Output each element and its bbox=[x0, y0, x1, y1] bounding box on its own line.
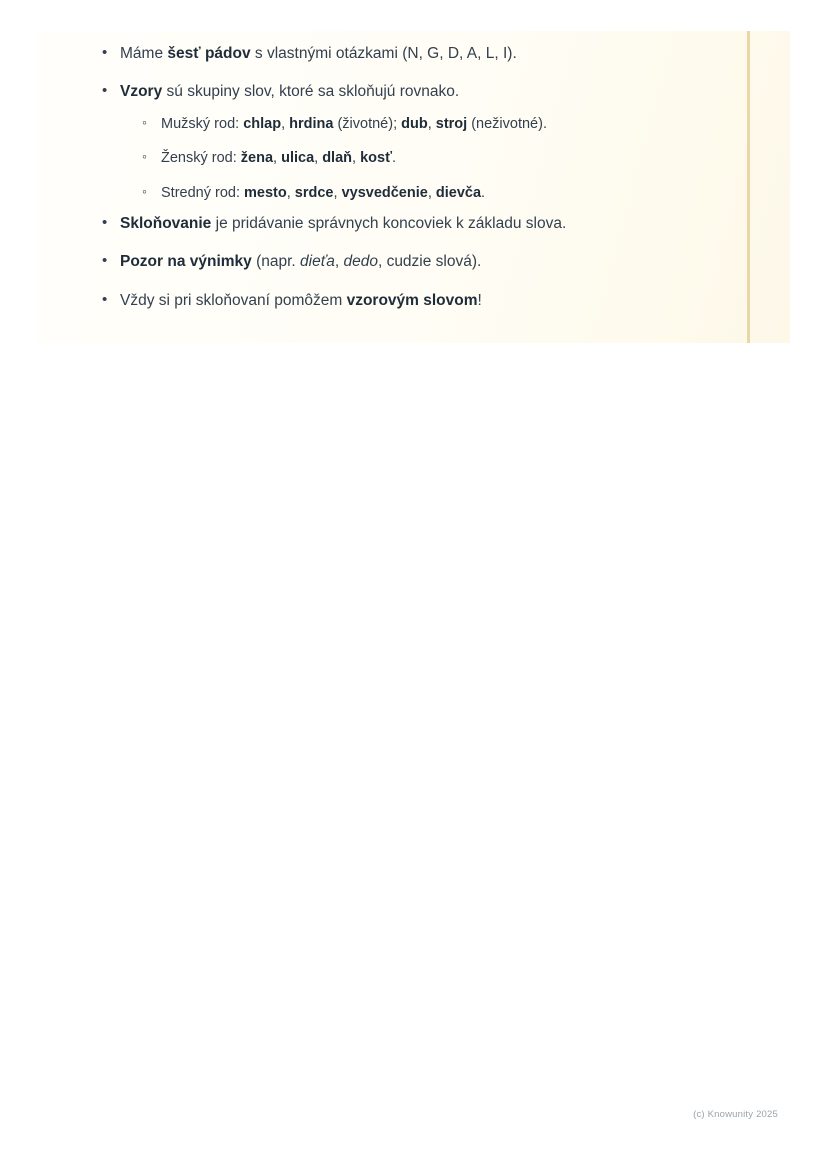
list-item-zensky-rod bbox=[142, 148, 730, 168]
bullet-text: Máme šesť pádov s vlastnými otázkami (N, G, D, A, L, I). bbox=[120, 45, 517, 62]
bullet-list bbox=[80, 43, 730, 312]
summary-card bbox=[38, 31, 790, 343]
bullet-text: Vždy si pri skloňovaní pomôžem vzorovým slovom! bbox=[120, 291, 482, 309]
card-accent-bar bbox=[747, 31, 750, 343]
footer-credit: (c) Knowunity 2025 bbox=[693, 1109, 778, 1120]
list-item-sklonovanie bbox=[102, 213, 730, 235]
sub-bullet-text: Ženský rod: žena, ulica, dlaň, kosť. bbox=[161, 150, 397, 167]
bullet-text: Pozor na výnimky (napr. dieťa, dedo, cudzie slová). bbox=[120, 253, 482, 271]
sub-bullet-text: Mužský rod: chlap, hrdina (životné); dub, stroj (neživotné). bbox=[161, 115, 547, 132]
list-item-vynimky bbox=[102, 251, 730, 273]
list-item-vzorove-slovo bbox=[102, 290, 730, 312]
list-item-pady bbox=[102, 43, 730, 65]
list-item-stredny-rod bbox=[142, 183, 730, 203]
list-item-muzsky-rod bbox=[142, 114, 730, 134]
bullet-text: Skloňovanie je pridávanie správnych koncoviek k základu slova. bbox=[120, 214, 567, 232]
list-item-vzory bbox=[102, 81, 730, 202]
sub-bullet-text: Stredný rod: mesto, srdce, vysvedčenie, dievča. bbox=[161, 184, 486, 201]
sub-bullet-list bbox=[120, 114, 730, 203]
bullet-text: Vzory sú skupiny slov, ktoré sa skloňujú rovnako. bbox=[120, 83, 460, 101]
card-content bbox=[80, 43, 730, 328]
